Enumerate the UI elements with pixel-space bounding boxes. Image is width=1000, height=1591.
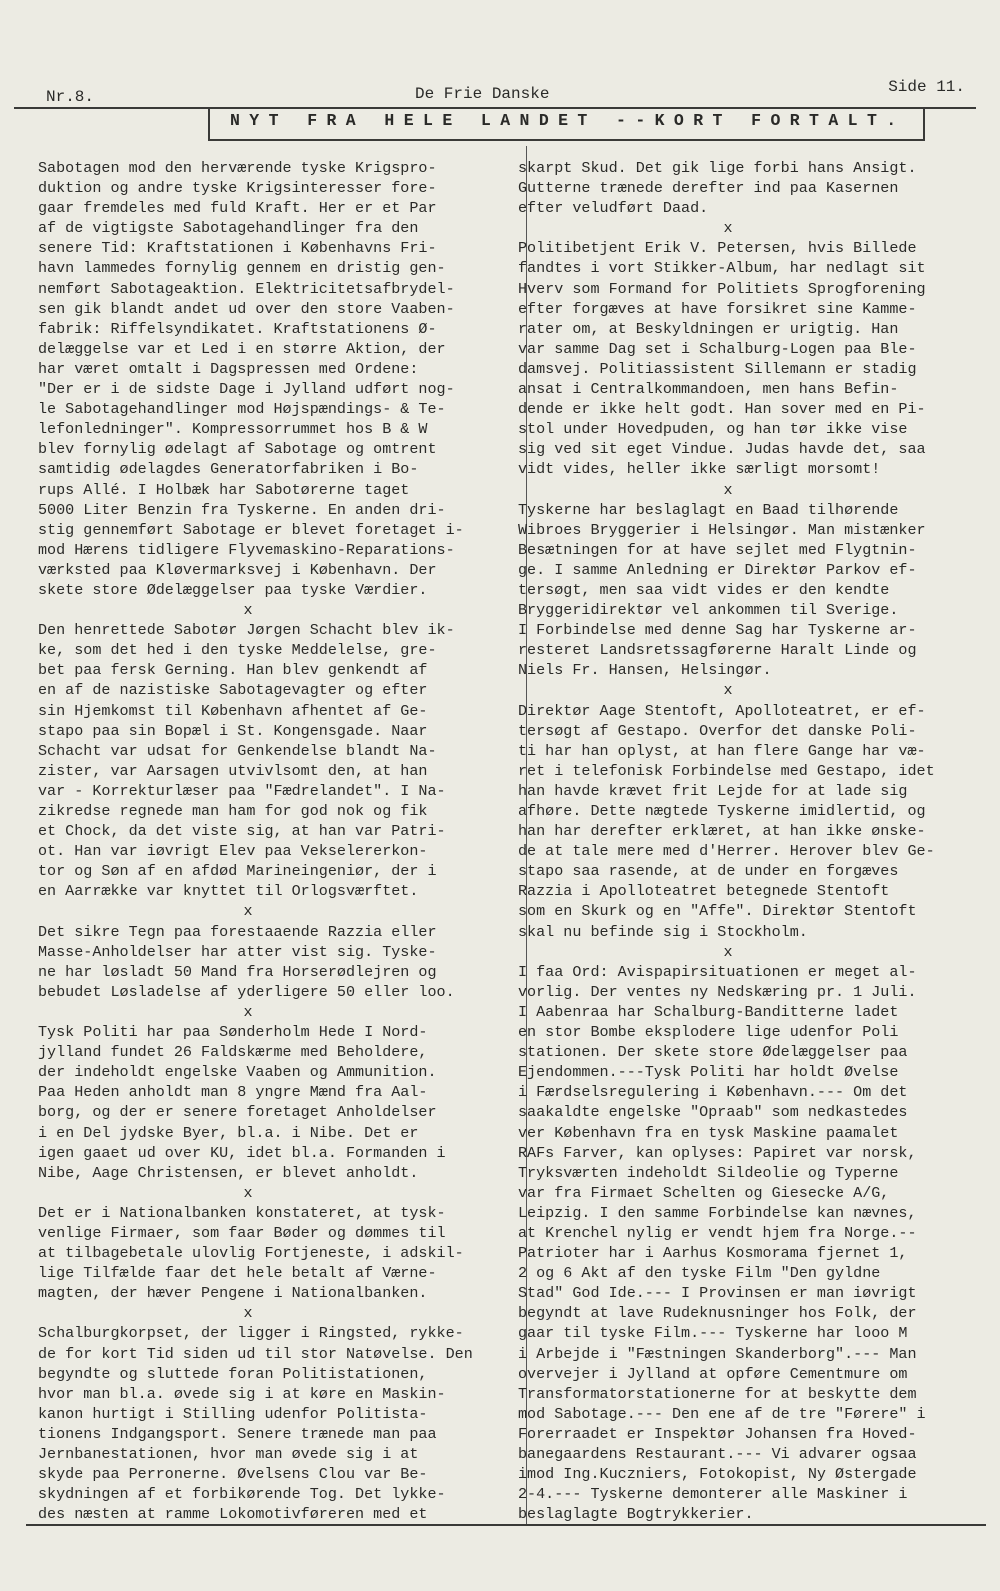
article-line: skarpt Skud. Det gik lige forbi hans Ansigt. [518, 159, 917, 177]
article-line: et Chock, da det viste sig, at han var Patri- [38, 822, 446, 841]
article-line: efter forgæves at have forsikret sine Kamme- [518, 299, 917, 318]
article-line: senere Tid: Kraftstationen i Københavns Fri- [38, 239, 437, 258]
article-line: Transformatorstationerne for at beskytte dem [518, 1384, 917, 1403]
article-line: hvor man bl.a. øvede sig i at køre en Maskin- [38, 1384, 446, 1403]
article-line: bebudet Løsladelse af yderligere 50 eller loo. [38, 982, 455, 1001]
article-line: Jernbanestationen, hvor man øvede sig i at [38, 1445, 419, 1463]
article-line: en stor Bombe eksplodere lige udenfor Poli [518, 1023, 899, 1042]
article-line: tor og Søn af en afdød Marineingeniør, der i [38, 862, 437, 881]
paper-name: De Frie Danske [415, 85, 550, 103]
article-line: Ejendommen.---Tysk Politi har holdt Øvelse [518, 1063, 899, 1082]
article-line: des næsten at ramme Lokomotivføreren med et [38, 1505, 428, 1524]
article-line: "Der er i de sidste Dage i Jylland udført nog- [38, 380, 455, 399]
article-line: venlige Firmaer, som faar Bøder og dømmes til [38, 1223, 446, 1242]
article-separator: x [243, 1002, 253, 1021]
article-line: at tilbagebetale ulovlig Fortjeneste, i adskil- [38, 1244, 464, 1263]
article-line: stapo saa rasende, at de under en forgæves [518, 862, 899, 881]
article-line: imod Ing.Kuczniers, Fotokopist, Ny Østergade [518, 1465, 917, 1484]
article-line: I Forbindelse med denne Sag har Tyskerne ar- [518, 621, 917, 640]
article-line: Gutterne trænede derefter ind paa Kasernen [518, 179, 899, 198]
article-line: resteret Landsretssagførerne Haralt Linde og [518, 641, 917, 660]
article-line: af de vigtigste Sabotagehandlinger fra den [38, 219, 419, 238]
article-line: Nibe, Aage Christensen, er blevet anholdt. [38, 1163, 419, 1182]
article-line: duktion og andre tyske Krigsinteresser fore- [38, 179, 437, 198]
article-line: Razzia i Apolloteatret betegnede Stentoft [518, 882, 890, 901]
article [38, 1323, 516, 1524]
article-line: vorlig. Der ventes ny Nedskæring pr. 1 Juli. [518, 982, 917, 1001]
article-line: Stad" God Ide.--- I Provinsen er man iøvrigt [518, 1284, 917, 1303]
article-line: Schalburgkorpset, der ligger i Ringsted, rykke- [38, 1324, 464, 1343]
article-line: Bryggeridirektør vel ankommen til Sverige. [518, 601, 899, 620]
article-line: ke, som det hed i den tyske Meddelelse, gre- [38, 641, 437, 660]
article-line: i en Del jydske Byer, bl.a. i Nibe. Det er [38, 1123, 419, 1142]
article-line: Schacht var udsat for Genkendelse blandt Na- [38, 741, 437, 760]
bottom-rule [26, 1524, 986, 1526]
article-line: kanon hurtigt i Stilling udenfor Politista- [38, 1404, 428, 1423]
article-line: tersøgt af Gestapo. Overfor det danske Poli- [518, 721, 917, 740]
article-line: Paa Heden anholdt man 8 yngre Mænd fra Aal- [38, 1083, 428, 1102]
article-line: en Aarrække var knyttet til Orlogsværftet. [38, 882, 419, 901]
article-line: var fra Firmaet Schelten og Giesecke A/G, [518, 1183, 890, 1202]
article-line: 5000 Liter Benzin fra Tyskerne. En anden dri- [38, 500, 446, 519]
article-line: Wibroes Bryggerier i Helsingør. Man mistænker [518, 520, 926, 539]
article-line: der indeholdt engelske Vaaben og Ammunition. [38, 1063, 437, 1082]
article-line: sig ved sit eget Vindue. Judas havde det, saa [518, 440, 926, 459]
article-line: Niels Fr. Hansen, Helsingør. [518, 661, 772, 680]
article-line: borg, og der er senere foretaget Anholdelser [38, 1103, 437, 1122]
article-line: Besætningen for at have sejlet med Flygtnin- [518, 540, 917, 559]
article-line: banegaardens Restaurant.--- Vi advarer ogsaa [518, 1445, 917, 1463]
article-line: har været omtalt i Dagspressen med Ordene: [38, 359, 419, 378]
article-line: begyndte og sluttede foran Politistationen, [38, 1364, 428, 1383]
article-line: ne har løsladt 50 Mand fra Horserødlejren og [38, 962, 437, 981]
article-line: 2 og 6 Akt af den tyske Film "Den gyldne [518, 1264, 881, 1283]
article-line: RAFs Farver, kan oplyses: Papiret var norsk, [518, 1143, 917, 1162]
article-line: gaar til tyske Film.--- Tyskerne har looo M [518, 1324, 908, 1343]
article-line: mod Sabotage.--- Den ene af de tre "Førere" i [518, 1404, 926, 1423]
article-line: i Færdselsregulering i København.--- Om det [518, 1083, 908, 1102]
article-separator: x [243, 902, 253, 921]
article-line: gaar fremdeles med fuld Kraft. Her er et Par [38, 199, 437, 218]
article [38, 1022, 516, 1183]
article-line: stationen. Der skete store Ødelæggelser paa [518, 1043, 908, 1062]
article-line: tersøgt, men saa vidt vides er den kendte [518, 580, 890, 599]
article-line: 2-4.--- Tyskerne demonterer alle Maskiner i [518, 1485, 908, 1504]
article-line: lefonledninger". Kompressorrummet hos B & W [38, 420, 428, 439]
article-line: ot. Han var iøvrigt Elev paa Vekselererkon- [38, 842, 428, 861]
article-line: ansat i Centralkommandoen, men hans Befin- [518, 380, 899, 399]
article-line: rups Allé. I Holbæk har Sabotørerne taget [38, 480, 410, 499]
article [38, 158, 516, 600]
article-line: skyde paa Perronerne. Øvelsens Clou var Be- [38, 1465, 428, 1484]
article [518, 238, 988, 479]
article-line: overvejer i Jylland at opføre Cementmure om [518, 1364, 908, 1383]
article-line: sin Hjemkomst til København afhentet af Ge- [38, 701, 428, 720]
article-line: mod Hærens tidligere Flyvemaskino-Reparations- [38, 540, 455, 559]
article-line: Direktør Aage Stentoft, Apolloteatret, er ef- [518, 701, 926, 720]
left-column [38, 158, 516, 1524]
article-line: saakaldte engelske "Opraab" som nedkastedes [518, 1103, 908, 1122]
article-line: Tyskerne har beslaglagt en Baad tilhørende [518, 500, 899, 519]
article-line: Forerraadet er Inspektør Johansen fra Hoved- [518, 1424, 917, 1443]
article-line: begyndt at lave Rudeknusninger hos Folk, der [518, 1304, 917, 1323]
article [38, 922, 516, 1002]
page-header [40, 78, 975, 108]
article-line: beslaglagte Bogtrykkerier. [518, 1505, 754, 1524]
article-line: ret i telefonisk Forbindelse med Gestapo, idet [518, 761, 935, 780]
article-line: jylland fundet 26 Faldskærme med Beholdere, [38, 1043, 428, 1062]
article-line: de for kort Tid siden ud til stor Natøvelse. Den [38, 1344, 473, 1363]
article-line: tionens Indgangsport. Senere trænede man paa [38, 1424, 437, 1443]
article-line: Det sikre Tegn paa forestaaende Razzia eller [38, 922, 437, 941]
article-separator: x [243, 601, 253, 620]
article-line: ge. I samme Anledning er Direktør Parkov ef- [518, 560, 917, 579]
article-line: damsvej. Politiassistent Sillemann er stadig [518, 359, 917, 378]
article-line: Det er i Nationalbanken konstateret, at tysk- [38, 1203, 446, 1222]
right-column [518, 158, 988, 1524]
article-line: havn lammedes fornylig gennem en dristig gen- [38, 259, 446, 278]
article-line: var - Korrekturlæser paa "Fædrelandet". I Na- [38, 781, 446, 800]
article [518, 701, 988, 942]
article-line: blev fornylig ødelagt af Sabotage og omtrent [38, 440, 437, 459]
page-number: Side 11. [888, 78, 965, 96]
article [518, 500, 988, 681]
article-line: ti har han oplyst, at han flere Gange har væ- [518, 741, 926, 760]
article [38, 620, 516, 901]
article-line: Den henrettede Sabotør Jørgen Schacht blev ik- [38, 621, 455, 640]
article-line: vidt vides, heller ikke særligt morsomt! [518, 460, 881, 479]
article-line: le Sabotagehandlinger mod Højspændings- & Te- [38, 400, 446, 419]
article-line: skete store Ødelæggelser paa tyske Værdier. [38, 580, 428, 599]
article-line: afhøre. Dette nægtede Tyskerne imidlertid, og [518, 802, 926, 820]
article-line: sen gik blandt andet ud over den store Vaaben- [38, 299, 455, 318]
article-line: rater om, at Beskyldningen er urigtig. Han [518, 319, 899, 338]
article-line: de at tale mere med d'Herrer. Herover blev Ge- [518, 842, 935, 861]
article-line: han havde krævet frit Lejde for at lade sig [518, 781, 908, 800]
article-line: værksted paa Kløvermarksvej i København. Der [38, 560, 437, 579]
article [518, 962, 988, 1525]
issue-number: Nr.8. [46, 88, 95, 106]
article-line: Hverv som Formand for Politiets Sprogforening [518, 279, 926, 298]
section-title: NYT FRA HELE LANDET --KORT FORTALT. [230, 111, 906, 130]
article-line: Tysk Politi har paa Sønderholm Hede I Nord- [38, 1023, 428, 1042]
article-line: var samme Dag set i Schalburg-Logen paa Ble- [518, 339, 917, 358]
article-separator: x [723, 681, 733, 700]
article-line: nemført Sabotageaktion. Elektricitetsafbrydel- [38, 279, 455, 298]
article-line: I faa Ord: Avispapirsituationen er meget al- [518, 962, 917, 981]
article [38, 1203, 516, 1303]
article-line: ver København fra en tysk Maskine paamalet [518, 1123, 899, 1142]
article-line: Leipzig. I den samme Forbindelse kan nævnes, [518, 1203, 917, 1222]
article-line: som en Skurk og en "Affe". Direktør Stentoft [518, 902, 917, 921]
article-line: zikredse regnede man ham for god nok og fik [38, 802, 428, 820]
article-line: I Aabenraa har Schalburg-Banditterne ladet [518, 1002, 899, 1021]
article-separator: x [243, 1304, 253, 1323]
article-line: igen gaaet ud over KU, idet bl.a. Formanden i [38, 1143, 446, 1162]
article-line: han har derefter erklæret, at han ikke ønske- [518, 822, 926, 841]
article-line: dende er ikke helt godt. Han sover med en Pi- [518, 400, 926, 419]
article-line: magten, der hæver Pengene i Nationalbanken. [38, 1284, 428, 1303]
article-separator: x [723, 219, 733, 238]
article-line: Patrioter har i Aarhus Kosmorama fjernet 1, [518, 1244, 908, 1263]
article-line: at Krenchel nylig er vendt hjem fra Norge.-- [518, 1223, 917, 1242]
article-separator: x [723, 480, 733, 499]
article-separator: x [243, 1183, 253, 1202]
article-line: fandtes i vort Stikker-Album, har nedlagt sit [518, 259, 926, 278]
article-line: fabrik: Riffelsyndikatet. Kraftstationens Ø- [38, 319, 437, 338]
article-line: zister, var Aarsagen utvivlsomt den, at han [38, 761, 428, 780]
article [518, 158, 988, 218]
article-line: Masse-Anholdelser har atter vist sig. Tyske- [38, 942, 437, 961]
article-line: i Arbejde i "Fæstningen Skanderborg".--- Man [518, 1344, 917, 1363]
article-line: stol under Hovedpuden, og han tør ikke vise [518, 420, 908, 439]
article-line: samtidig ødelagdes Generatorfabriken i Bo- [38, 460, 419, 479]
article-line: skal nu befinde sig i Stockholm. [518, 922, 808, 941]
article-line: bet paa fersk Gerning. Han blev genkendt af [38, 661, 428, 680]
article-line: Sabotagen mod den herværende tyske Krigspro- [38, 159, 437, 177]
section-title-box [208, 107, 925, 141]
article-line: en af de nazistiske Sabotagevagter og efter [38, 681, 428, 700]
article-line: skydningen af et forbikørende Tog. Det lykke- [38, 1485, 446, 1504]
article-line: delæggelse var et Led i en større Aktion, der [38, 339, 446, 358]
article-line: stapo paa sin Bopæl i St. Kongensgade. Naar [38, 721, 428, 740]
article-line: Tryksværten indeholdt Sildeolie og Typerne [518, 1163, 899, 1182]
article-line: efter veludført Daad. [518, 199, 709, 218]
article-line: lige Tilfælde faar det hele betalt af Værne- [38, 1264, 437, 1283]
article-separator: x [723, 942, 733, 961]
article-line: stig gennemført Sabotage er blevet foretaget i- [38, 520, 464, 539]
article-line: Politibetjent Erik V. Petersen, hvis Billede [518, 239, 917, 258]
